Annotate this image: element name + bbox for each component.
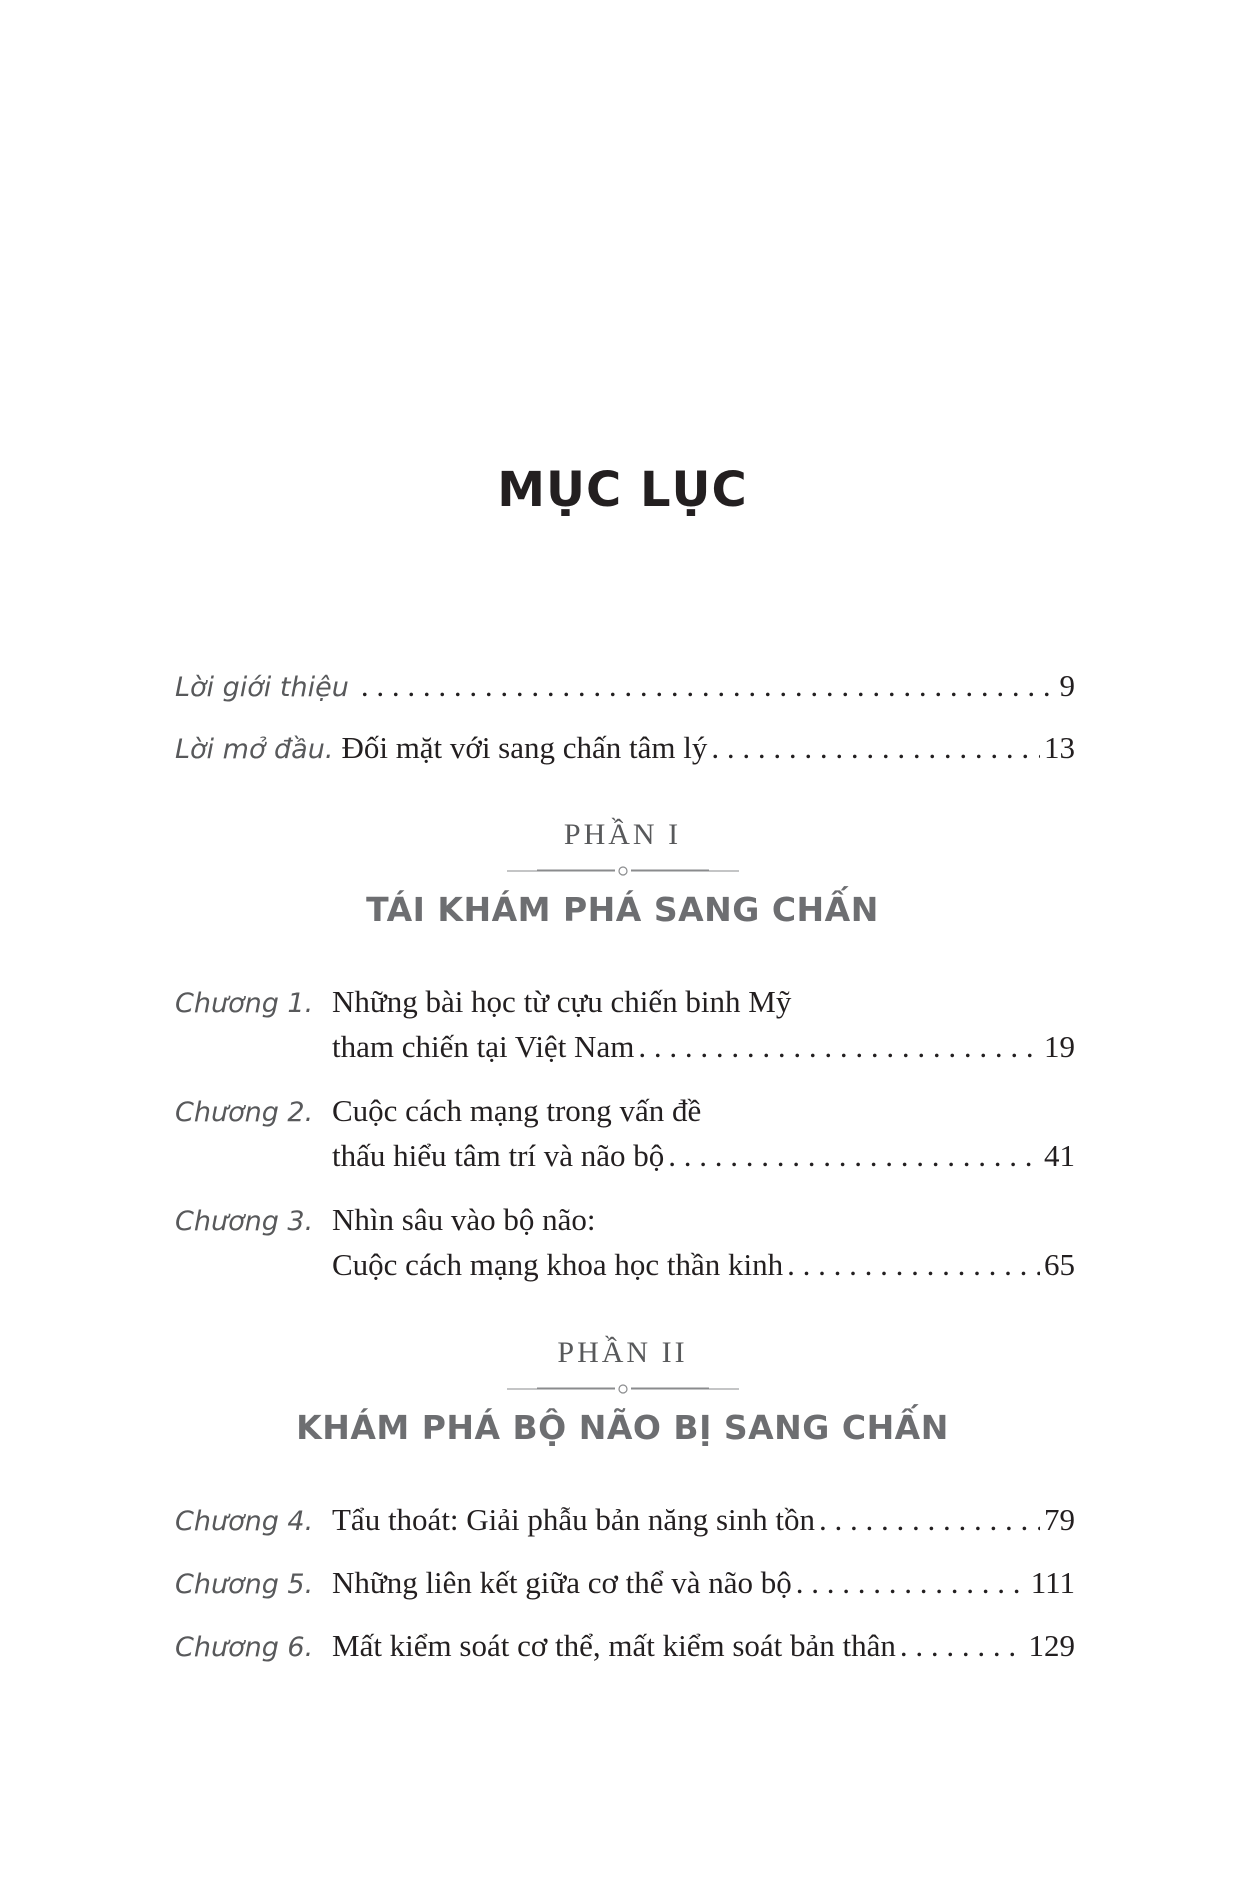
- toc-leader-dots: [900, 1628, 1025, 1664]
- toc-chapter-title: Mất kiểm soát cơ thể, mất kiểm soát bản thân: [332, 1628, 896, 1663]
- toc-chapter-label: Chương 4.: [175, 1506, 314, 1537]
- toc-page-number: 41: [1044, 1138, 1075, 1173]
- toc-entry-label: Lời giới thiệu: [175, 672, 349, 703]
- toc-chapter-title: Tẩu thoát: Giải phẫu bản năng sinh tồn: [332, 1502, 815, 1537]
- toc-page-number: 111: [1030, 1565, 1075, 1600]
- toc-chapter-3: [175, 1202, 1075, 1238]
- toc-leader-dots: [787, 1247, 1040, 1283]
- toc-page-number: 13: [1044, 730, 1075, 765]
- toc-page-number: 79: [1044, 1502, 1075, 1537]
- toc-chapter-title: Cuộc cách mạng khoa học thần kinh: [332, 1247, 784, 1282]
- toc-leader-dots: [796, 1565, 1027, 1601]
- toc-chapter-6: [175, 1628, 1075, 1664]
- toc-chapter-title: thấu hiểu tâm trí và não bộ: [332, 1138, 665, 1173]
- toc-entry-preface: [175, 730, 1075, 766]
- toc-chapter-title: Cuộc cách mạng trong vấn đề: [332, 1093, 702, 1128]
- toc-chapter-title: Những liên kết giữa cơ thể và não bộ: [332, 1565, 792, 1600]
- toc-chapter-2-continuation: [332, 1138, 1075, 1174]
- toc-chapter-3-continuation: [332, 1247, 1075, 1283]
- toc-chapter-2: [175, 1093, 1075, 1129]
- toc-page-number: 19: [1044, 1029, 1075, 1064]
- toc-page-number: 9: [1059, 668, 1075, 703]
- toc-entry-introduction: [175, 668, 1075, 704]
- part-label: PHẦN I: [563, 818, 682, 851]
- toc-entry-label: Lời mở đầu.: [175, 734, 334, 765]
- toc-chapter-title: Nhìn sâu vào bộ não:: [332, 1202, 596, 1237]
- toc-chapter-label: Chương 3.: [175, 1206, 314, 1237]
- toc-page-number: 129: [1028, 1628, 1075, 1663]
- toc-leader-dots: [361, 668, 1056, 704]
- page-title: MỤC LỤC: [497, 462, 748, 518]
- toc-chapter-title: tham chiến tại Việt Nam: [332, 1029, 635, 1064]
- toc-chapter-label: Chương 6.: [175, 1632, 314, 1663]
- toc-chapter-5: [175, 1565, 1075, 1601]
- toc-chapter-1-continuation: [332, 1029, 1075, 1065]
- toc-chapter-label: Chương 1.: [175, 988, 314, 1019]
- toc-chapter-1: [175, 984, 1075, 1020]
- toc-chapter-label: Chương 2.: [175, 1097, 314, 1128]
- toc-page-number: 65: [1044, 1247, 1075, 1282]
- part-title: KHÁM PHÁ BỘ NÃO BỊ SANG CHẤN: [296, 1408, 949, 1447]
- toc-leader-dots: [711, 730, 1040, 766]
- toc-chapter-4: [175, 1502, 1075, 1538]
- toc-entry-title: Đối mặt với sang chấn tâm lý: [341, 730, 708, 765]
- ornament-divider-icon: [507, 1382, 739, 1396]
- toc-leader-dots: [638, 1029, 1040, 1065]
- part-title: TÁI KHÁM PHÁ SANG CHẤN: [366, 890, 879, 929]
- part-label: PHẦN II: [557, 1336, 688, 1369]
- toc-leader-dots: [668, 1138, 1040, 1174]
- ornament-divider-icon: [507, 864, 739, 878]
- toc-chapter-label: Chương 5.: [175, 1569, 314, 1600]
- toc-leader-dots: [819, 1502, 1040, 1538]
- toc-chapter-title: Những bài học từ cựu chiến binh Mỹ: [332, 984, 792, 1019]
